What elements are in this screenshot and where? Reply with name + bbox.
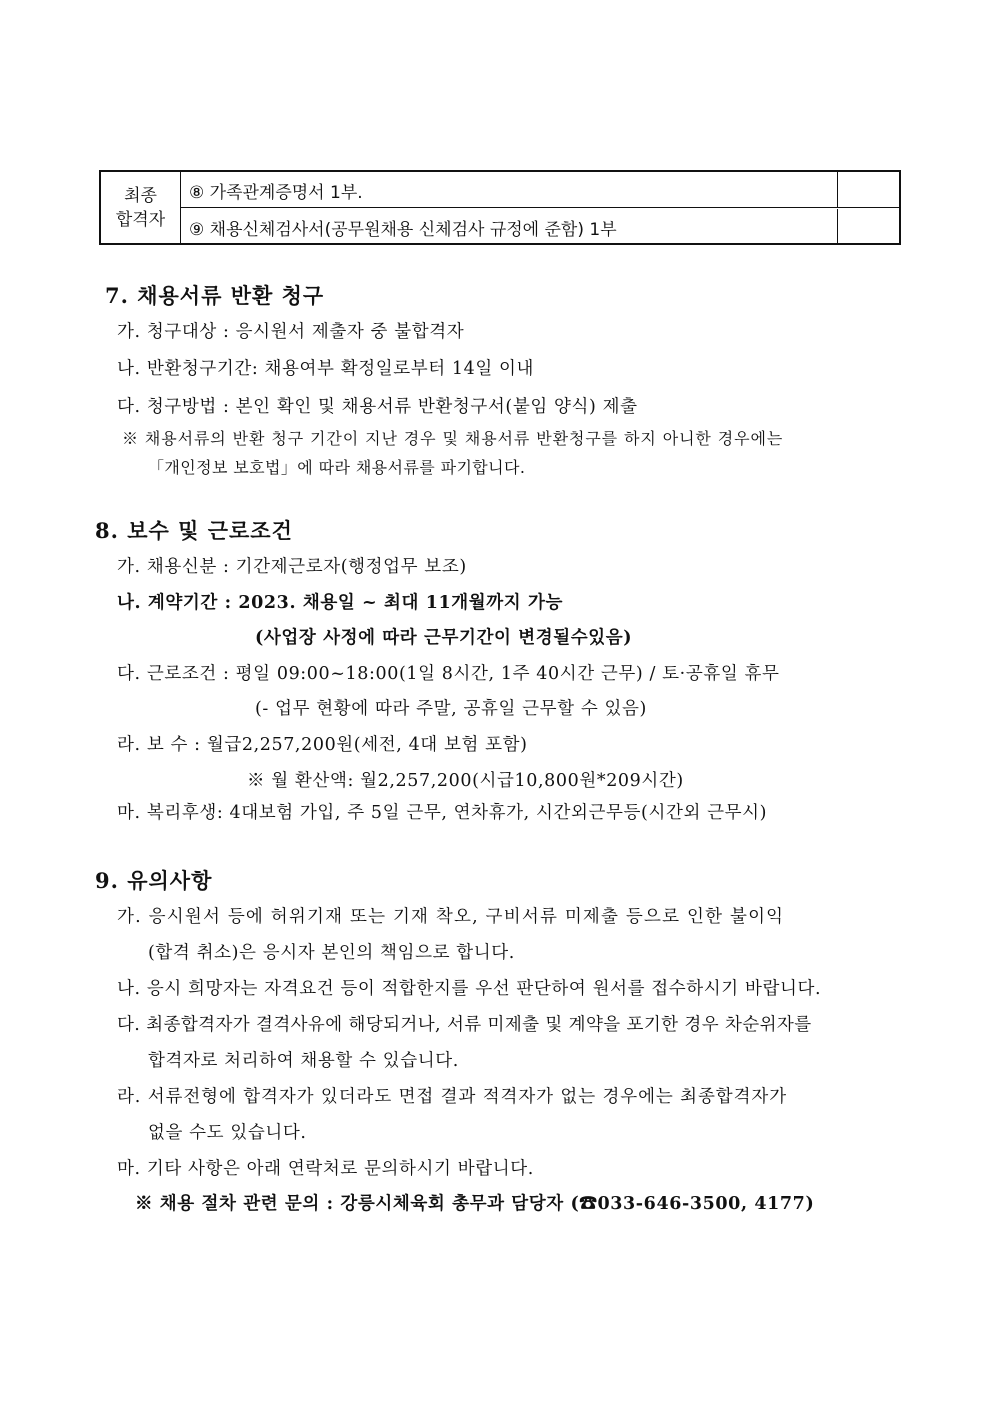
section-9-item-e: 마. 기타 사항은 아래 연락처로 문의하시기 바랍니다. <box>117 1159 534 1179</box>
section-9-title: 9. 유의사항 <box>95 868 213 893</box>
table-cell: ⑧ 가족관계증명서 1부. <box>189 183 363 203</box>
section-8-item-c: 다. 근로조건 : 평일 09:00~18:00(1일 8시간, 1주 40시간 근무) / 토·공휴일 휴무 <box>117 664 780 684</box>
final-applicant-documents-table <box>99 170 901 245</box>
section-8-item-a: 가. 채용신분 : 기간제근로자(행정업무 보조) <box>117 557 467 577</box>
table-row <box>181 209 899 243</box>
row-header-line2: 합격자 <box>115 209 166 230</box>
section-7-item-b: 나. 반환청구기간: 채용여부 확정일로부터 14일 이내 <box>117 359 535 379</box>
table-cell: ⑨ 채용신체검사서(공무원채용 신체검사 규정에 준함) 1부 <box>189 220 617 240</box>
section-8-title: 8. 보수 및 근로조건 <box>95 518 293 543</box>
section-9-item-c-line2: 합격자로 처리하여 채용할 수 있습니다. <box>148 1051 459 1071</box>
section-8-item-d-sub: ※ 월 환산액: 월2,257,200(시급10,800원*209시간) <box>247 771 684 791</box>
table-row <box>181 172 899 208</box>
section-9-item-a-line1: 가. 응시원서 등에 허위기재 또는 기재 착오, 구비서류 미제출 등으로 인한 불이익 <box>117 907 785 927</box>
section-8-item-c-sub: (- 업무 현황에 따라 주말, 공휴일 근무할 수 있음) <box>255 699 647 719</box>
section-9-item-b: 나. 응시 희망자는 자격요건 등이 적합한지를 우선 판단하여 원서를 접수하시기 바랍니다. <box>117 979 822 999</box>
table-row-header <box>101 172 181 243</box>
section-7-title: 7. 채용서류 반환 청구 <box>105 283 325 308</box>
section-8-item-b-sub: (사업장 사정에 따라 근무기간이 변경될수있음) <box>255 628 633 648</box>
section-7-note-line1: ※ 채용서류의 반환 청구 기간이 지난 경우 및 채용서류 반환청구를 하지 아니한 경우에는 <box>122 429 784 448</box>
section-9-item-d-line1: 라. 서류전형에 합격자가 있더라도 면접 결과 적격자가 없는 경우에는 최종합격자가 <box>117 1087 787 1107</box>
section-9-item-c-line1: 다. 최종합격자가 결격사유에 해당되거나, 서류 미제출 및 계약을 포기한 경우 차순위자를 <box>117 1015 812 1035</box>
check-cell <box>837 209 899 243</box>
section-8-item-b: 나. 계약기간 : 2023. 채용일 ~ 최대 11개월까지 가능 <box>117 593 563 613</box>
row-header-line1: 최종 <box>124 185 157 206</box>
section-9-item-d-line2: 없을 수도 있습니다. <box>148 1123 307 1143</box>
section-7-item-a: 가. 청구대상 : 응시원서 제출자 중 불합격자 <box>117 322 465 342</box>
section-7-note-line2: 「개인정보 보호법」에 따라 채용서류를 파기합니다. <box>148 458 526 477</box>
section-7-item-c: 다. 청구방법 : 본인 확인 및 채용서류 반환청구서(붙임 양식) 제출 <box>117 397 638 417</box>
section-8-item-d: 라. 보 수 : 월급2,257,200원(세전, 4대 보험 포함) <box>117 735 528 755</box>
section-8-item-e: 마. 복리후생: 4대보험 가입, 주 5일 근무, 연차휴가, 시간외근무등(시간외 근무시) <box>117 803 768 823</box>
section-9-item-a-line2: (합격 취소)은 응시자 본인의 책임으로 합니다. <box>148 943 515 963</box>
contact-info: ※ 채용 절차 관련 문의 : 강릉시체육회 총무과 담당자 (☎033-646-3500, 4177) <box>135 1194 815 1214</box>
check-cell <box>837 172 899 207</box>
